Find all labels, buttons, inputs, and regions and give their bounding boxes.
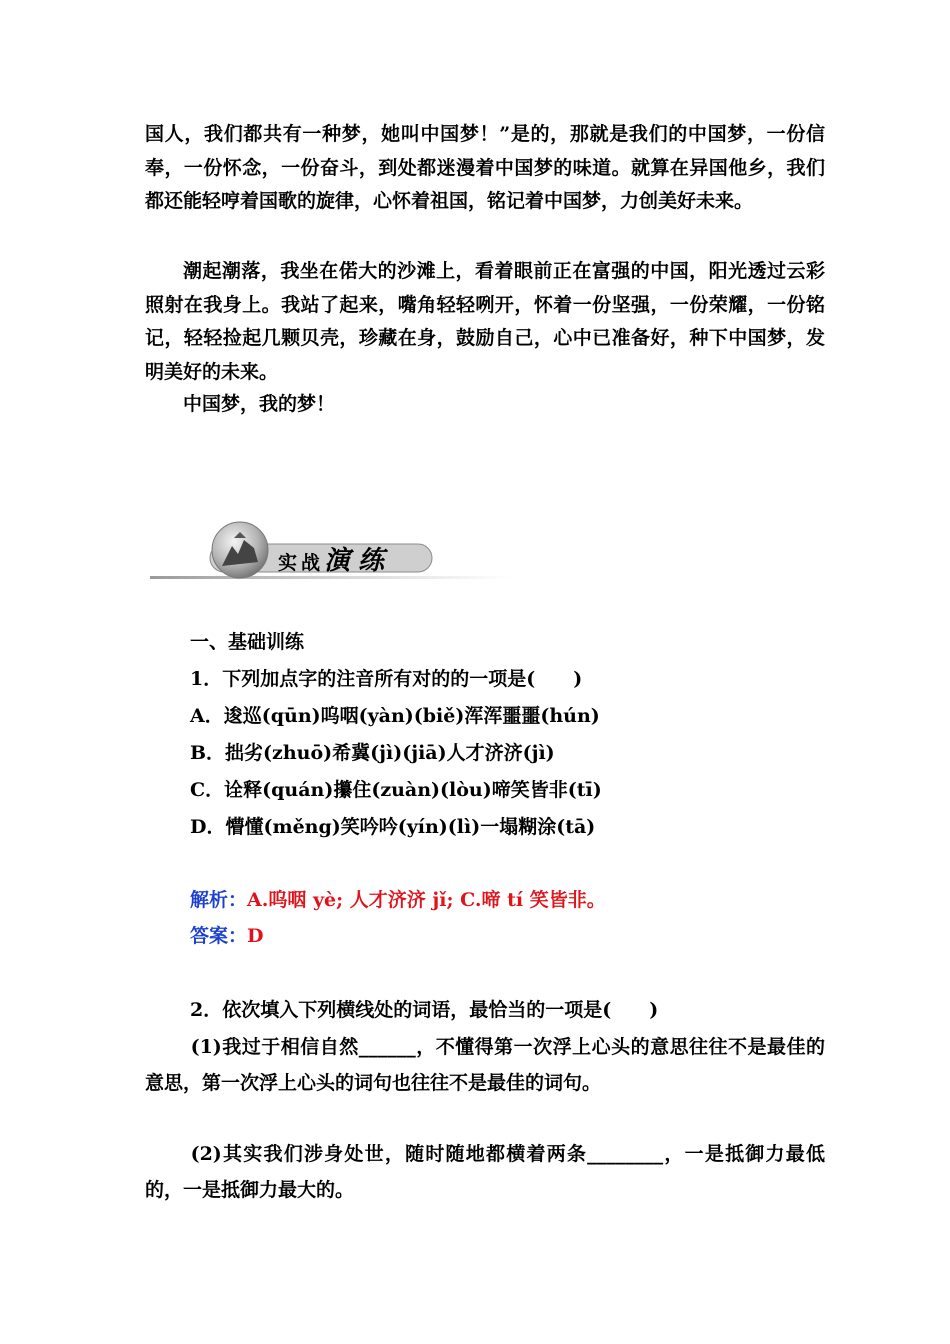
question-1-analysis [190, 882, 606, 918]
question-1-option-a: A．逡巡(qūn)呜咽(yàn)(biě)浑浑噩噩(hún) [190, 705, 600, 727]
question-1-option-d: D．懵懂(měng)笑吟吟(yín)(lì)一塌糊涂(tā) [190, 816, 596, 838]
banner-big-text: 演练 [324, 546, 393, 576]
banner-small-text: 实战 [278, 552, 325, 574]
section-banner-title [278, 540, 392, 577]
question-2-sentence-2: (2)其实我们涉身处世，随时随地都横着两条________，一是抵御力最低的，一是抵御力最大的。 [145, 1143, 825, 1201]
question-1-answer [190, 918, 264, 954]
answer-label: 答案： [190, 925, 248, 947]
answer-text: D [247, 925, 264, 947]
analysis-text: A.呜咽 yè; 人才济济 jǐ; C.啼 tí 笑皆非。 [247, 889, 606, 911]
section-title: 一、基础训练 [190, 631, 305, 653]
question-1-stem: 1．下列加点字的注音所有对的的一项是( ) [190, 668, 583, 690]
question-1-option-b: B．拙劣(zhuō)希冀(jì)(jiā)人才济济(jì) [190, 742, 555, 764]
question-2-sentence-1: (1)我过于相信自然______，不懂得第一次浮上心头的意思往往不是最佳的意思，第一次浮上心头的词句也往往不是最佳的词句。 [145, 1036, 825, 1094]
analysis-label: 解析： [190, 889, 248, 911]
essay-paragraph-2: 潮起潮落，我坐在偌大的沙滩上，看着眼前正在富强的中国，阳光透过云彩照射在我身上。我站了起来，嘴角轻轻咧开，怀着一份坚强，一份荣耀，一份铭记，轻轻捡起几颗贝壳，珍藏在身，鼓励自己，心中已准备好，种下中国梦，发明美好的未来。 [145, 260, 825, 383]
question-2-stem: 2．依次填入下列横线处的词语，最恰当的一项是( ) [190, 999, 659, 1021]
essay-paragraph-3: 中国梦，我的梦！ [183, 393, 336, 415]
essay-paragraph-1: 国人，我们都共有一种梦，她叫中国梦！”是的，那就是我们的中国梦，一份信奉，一份怀念，一份奋斗，到处都迷漫着中国梦的味道。就算在异国他乡，我们都还能轻哼着国歌的旋律，心怀着祖国，铭记着中国梦，力创美好未来。 [145, 123, 825, 212]
question-1-option-c: C．诠释(quán)攥住(zuàn)(lòu)啼笑皆非(tī) [190, 779, 602, 801]
